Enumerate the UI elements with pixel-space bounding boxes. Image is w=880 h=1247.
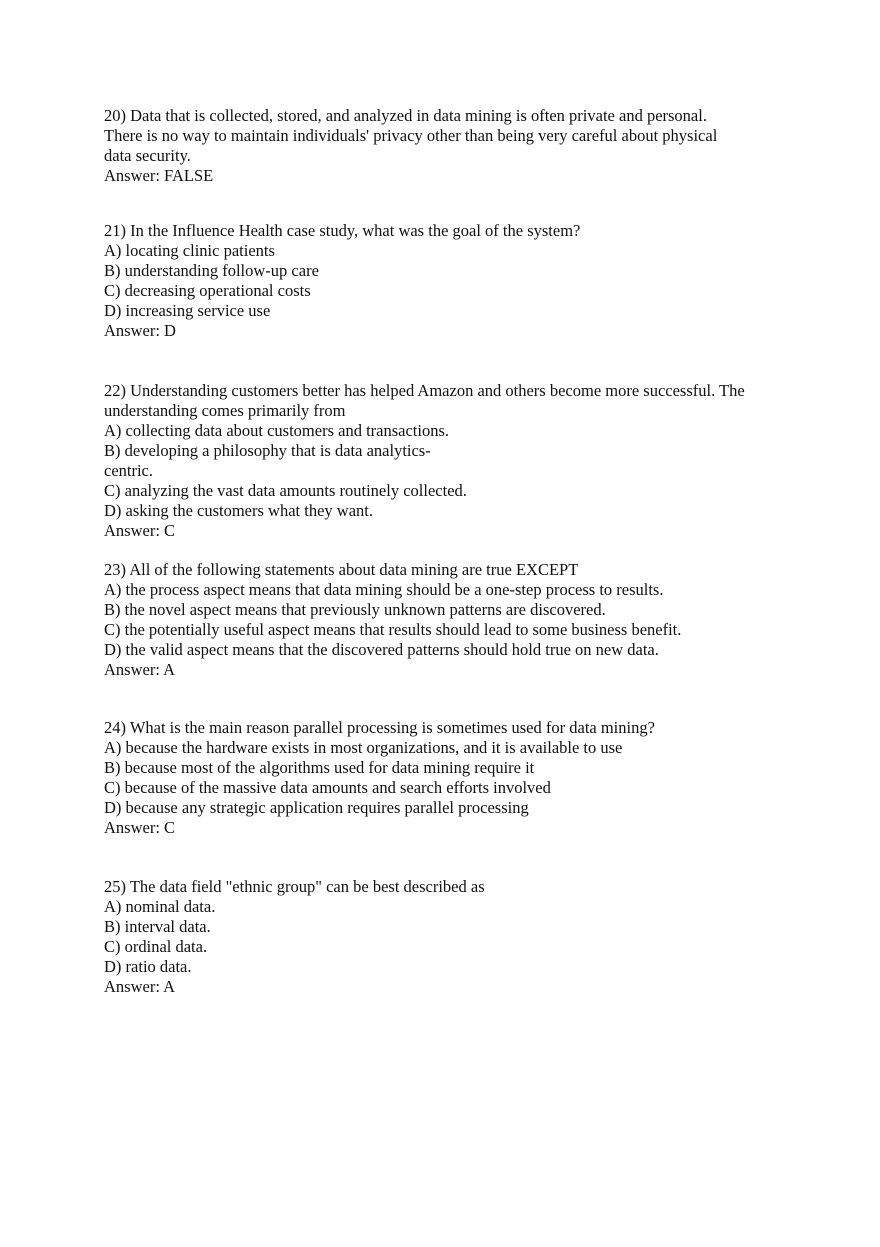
question-22-stem-line-1: 22) Understanding customers better has helped Amazon and others become more successful. The [104, 381, 745, 400]
question-21-answer: Answer: D [104, 321, 176, 340]
question-23-option-c: C) the potentially useful aspect means that results should lead to some business benefit. [104, 620, 682, 639]
question-21 [104, 221, 804, 341]
question-20-answer: Answer: FALSE [104, 166, 214, 185]
question-25-option-d: D) ratio data. [104, 957, 192, 976]
question-20-line-1: 20) Data that is collected, stored, and analyzed in data mining is often private and personal. [104, 106, 707, 125]
question-22-answer: Answer: C [104, 521, 176, 540]
question-23 [104, 560, 804, 680]
question-24-option-b: B) because most of the algorithms used for data mining require it [104, 758, 535, 777]
question-21-option-b: B) understanding follow-up care [104, 261, 319, 280]
question-25-option-b: B) interval data. [104, 917, 211, 936]
question-24-stem: 24) What is the main reason parallel processing is sometimes used for data mining? [104, 718, 655, 737]
question-22-option-b-cont: centric. [104, 461, 154, 480]
question-24-answer: Answer: C [104, 818, 176, 837]
question-25-option-a: A) nominal data. [104, 897, 216, 916]
question-21-option-c: C) decreasing operational costs [104, 281, 311, 300]
question-24-option-c: C) because of the massive data amounts and search efforts involved [104, 778, 551, 797]
question-22-stem-line-2: understanding comes primarily from [104, 401, 346, 420]
question-22 [104, 381, 804, 541]
question-24-option-d: D) because any strategic application requires parallel processing [104, 798, 529, 817]
question-22-option-c: C) analyzing the vast data amounts routinely collected. [104, 481, 467, 500]
question-21-option-d: D) increasing service use [104, 301, 271, 320]
question-20 [104, 106, 804, 186]
question-20-line-2: There is no way to maintain individuals' privacy other than being very careful about physical [104, 126, 718, 145]
question-25 [104, 877, 804, 997]
question-22-option-d: D) asking the customers what they want. [104, 501, 373, 520]
question-25-answer: Answer: A [104, 977, 176, 996]
question-24-option-a: A) because the hardware exists in most organizations, and it is available to use [104, 738, 623, 757]
question-22-option-b: B) developing a philosophy that is data analytics- [104, 441, 431, 460]
question-23-option-a: A) the process aspect means that data mining should be a one-step process to results. [104, 580, 664, 599]
question-21-option-a: A) locating clinic patients [104, 241, 275, 260]
question-23-option-b: B) the novel aspect means that previously unknown patterns are discovered. [104, 600, 606, 619]
question-25-option-c: C) ordinal data. [104, 937, 208, 956]
question-22-option-a: A) collecting data about customers and transactions. [104, 421, 450, 440]
question-21-stem: 21) In the Influence Health case study, what was the goal of the system? [104, 221, 581, 240]
question-25-stem: 25) The data field "ethnic group" can be best described as [104, 877, 485, 896]
question-20-line-3: data security. [104, 146, 191, 165]
question-23-answer: Answer: A [104, 660, 176, 679]
question-24 [104, 718, 804, 838]
question-23-option-d: D) the valid aspect means that the discovered patterns should hold true on new data. [104, 640, 659, 659]
question-23-stem: 23) All of the following statements about data mining are true EXCEPT [104, 560, 579, 579]
